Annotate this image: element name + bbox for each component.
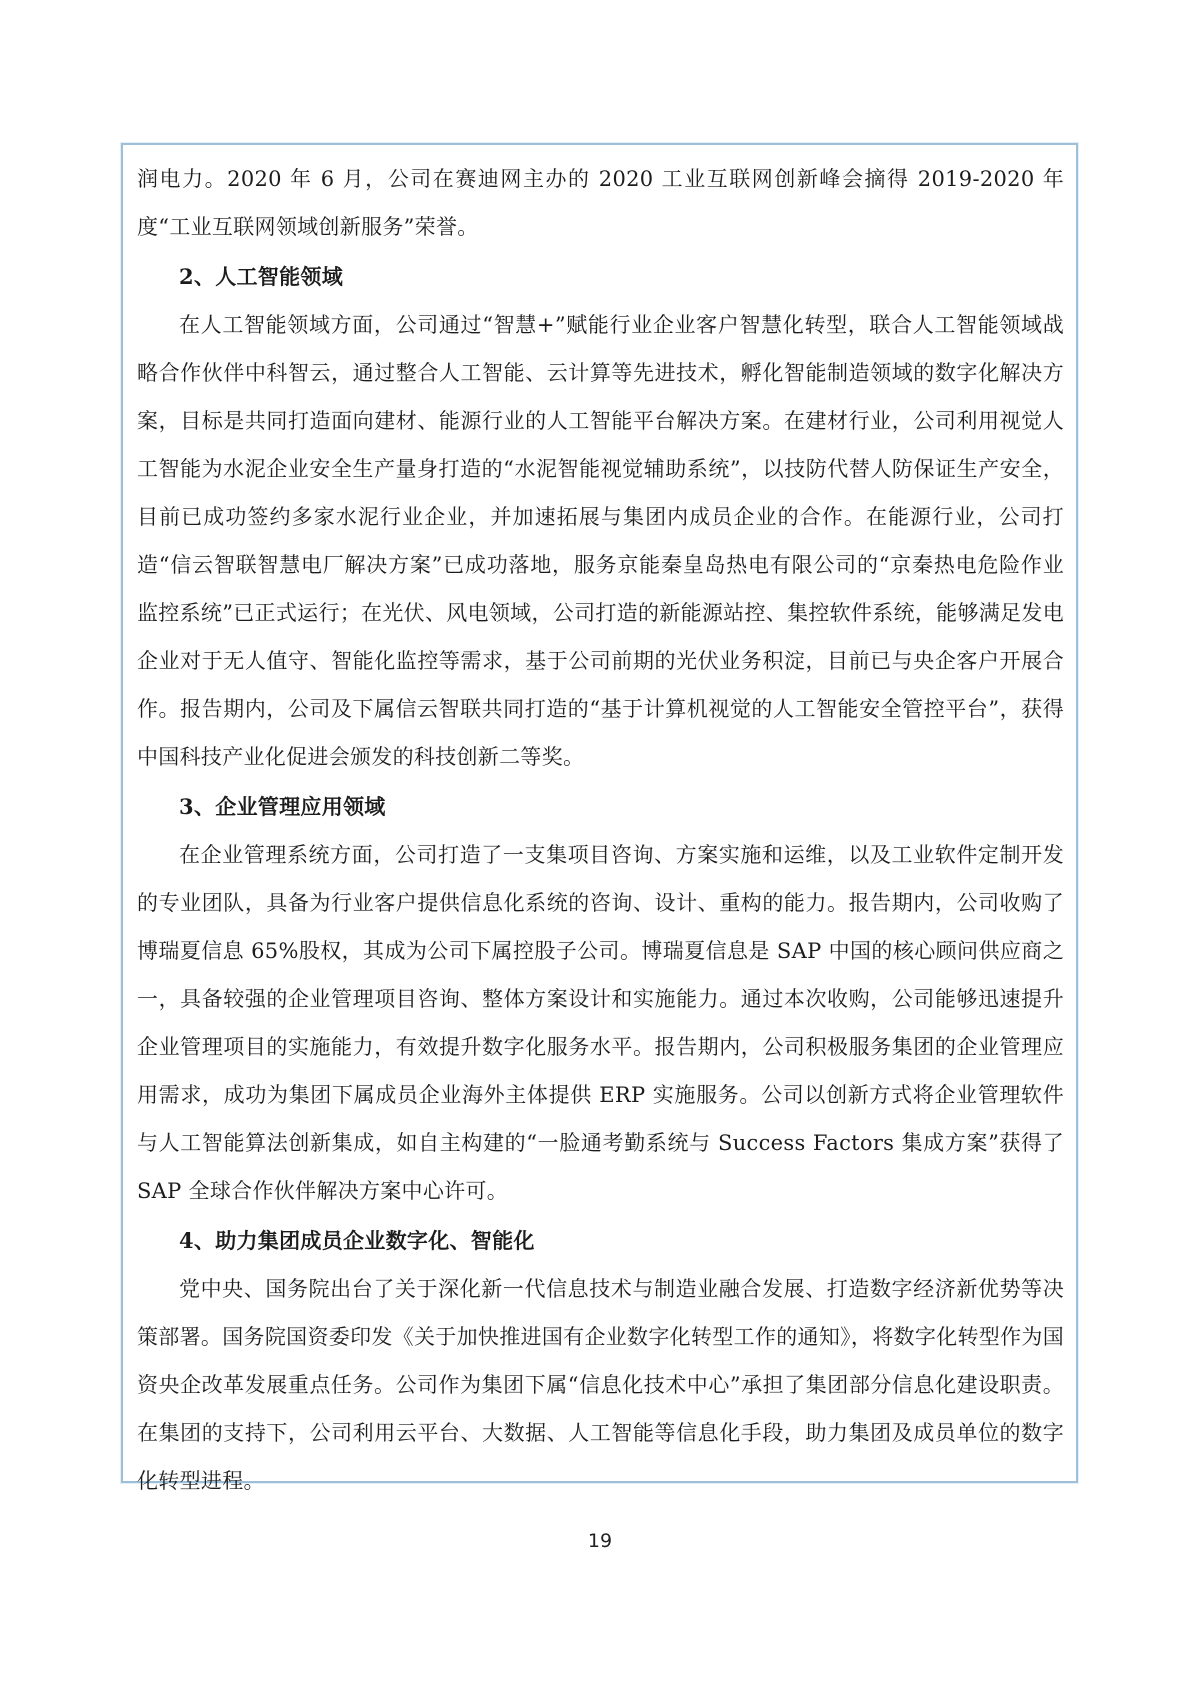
section-heading-group-digitalization: 4、助力集团成员企业数字化、智能化 bbox=[179, 1228, 535, 1253]
section-heading-enterprise-management: 3、企业管理应用领域 bbox=[179, 794, 386, 819]
page-border-frame bbox=[121, 143, 1078, 1493]
page-number: 19 bbox=[587, 1530, 613, 1552]
paragraph-enterprise-management: 在企业管理系统方面，公司打造了一支集项目咨询、方案实施和运维，以及工业软件定制开发的专业团队，具备为行业客户提供信息化系统的咨询、设计、重构的能力。报告期内，公司收购了博瑞夏信息 65%股权，其成为公司下属控股子公司。博瑞夏信息是 SAP 中国的核心顾问供应商之一，具备较强的企业管理项目咨询、整体方案设计和实施能力。通过本次收购，公司能够迅速提升企业管理项目的实施能力，有效提升数字化服务水平。报告期内，公司积极服务集团的企业管理应用需求，成功为集团下属成员企业海外主体提供 ERP 实施服务。公司以创新方式将企业管理软件与人工智能算法创新集成，如自主构建的“一脸通考勤系统与 Success Factors 集成方案”获得了 SAP 全球合作伙伴解决方案中心许可。 bbox=[137, 843, 1064, 1203]
paragraph-intro-continuation: 润电力。2020 年 6 月，公司在赛迪网主办的 2020 工业互联网创新峰会摘得 2019-2020 年度“工业互联网领域创新服务”荣誉。 bbox=[137, 167, 1064, 239]
paragraph-ai-domain: 在人工智能领域方面，公司通过“智慧+”赋能行业企业客户智慧化转型，联合人工智能领域战略合作伙伴中科智云，通过整合人工智能、云计算等先进技术，孵化智能制造领域的数字化解决方案，目标是共同打造面向建材、能源行业的人工智能平台解决方案。在建材行业，公司利用视觉人工智能为水泥企业安全生产量身打造的“水泥智能视觉辅助系统”，以技防代替人防保证生产安全，目前已成功签约多家水泥行业企业，并加速拓展与集团内成员企业的合作。在能源行业，公司打造“信云智联智慧电厂解决方案”已成功落地，服务京能秦皇岛热电有限公司的“京秦热电危险作业监控系统”已正式运行；在光伏、风电领域，公司打造的新能源站控、集控软件系统，能够满足发电企业对于无人值守、智能化监控等需求，基于公司前期的光伏业务积淀，目前已与央企客户开展合作。报告期内，公司及下属信云智联共同打造的“基于计算机视觉的人工智能安全管控平台”，获得中国科技产业化促进会颁发的科技创新二等奖。 bbox=[137, 313, 1064, 769]
paragraph-group-digitalization: 党中央、国务院出台了关于深化新一代信息技术与制造业融合发展、打造数字经济新优势等决策部署。国务院国资委印发《关于加快推进国有企业数字化转型工作的通知》，将数字化转型作为国资央企改革发展重点任务。公司作为集团下属“信息化技术中心”承担了集团部分信息化建设职责。在集团的支持下，公司利用云平台、大数据、人工智能等信息化手段，助力集团及成员单位的数字化转型进程。 bbox=[137, 1277, 1064, 1493]
section-heading-ai: 2、人工智能领域 bbox=[179, 264, 344, 289]
